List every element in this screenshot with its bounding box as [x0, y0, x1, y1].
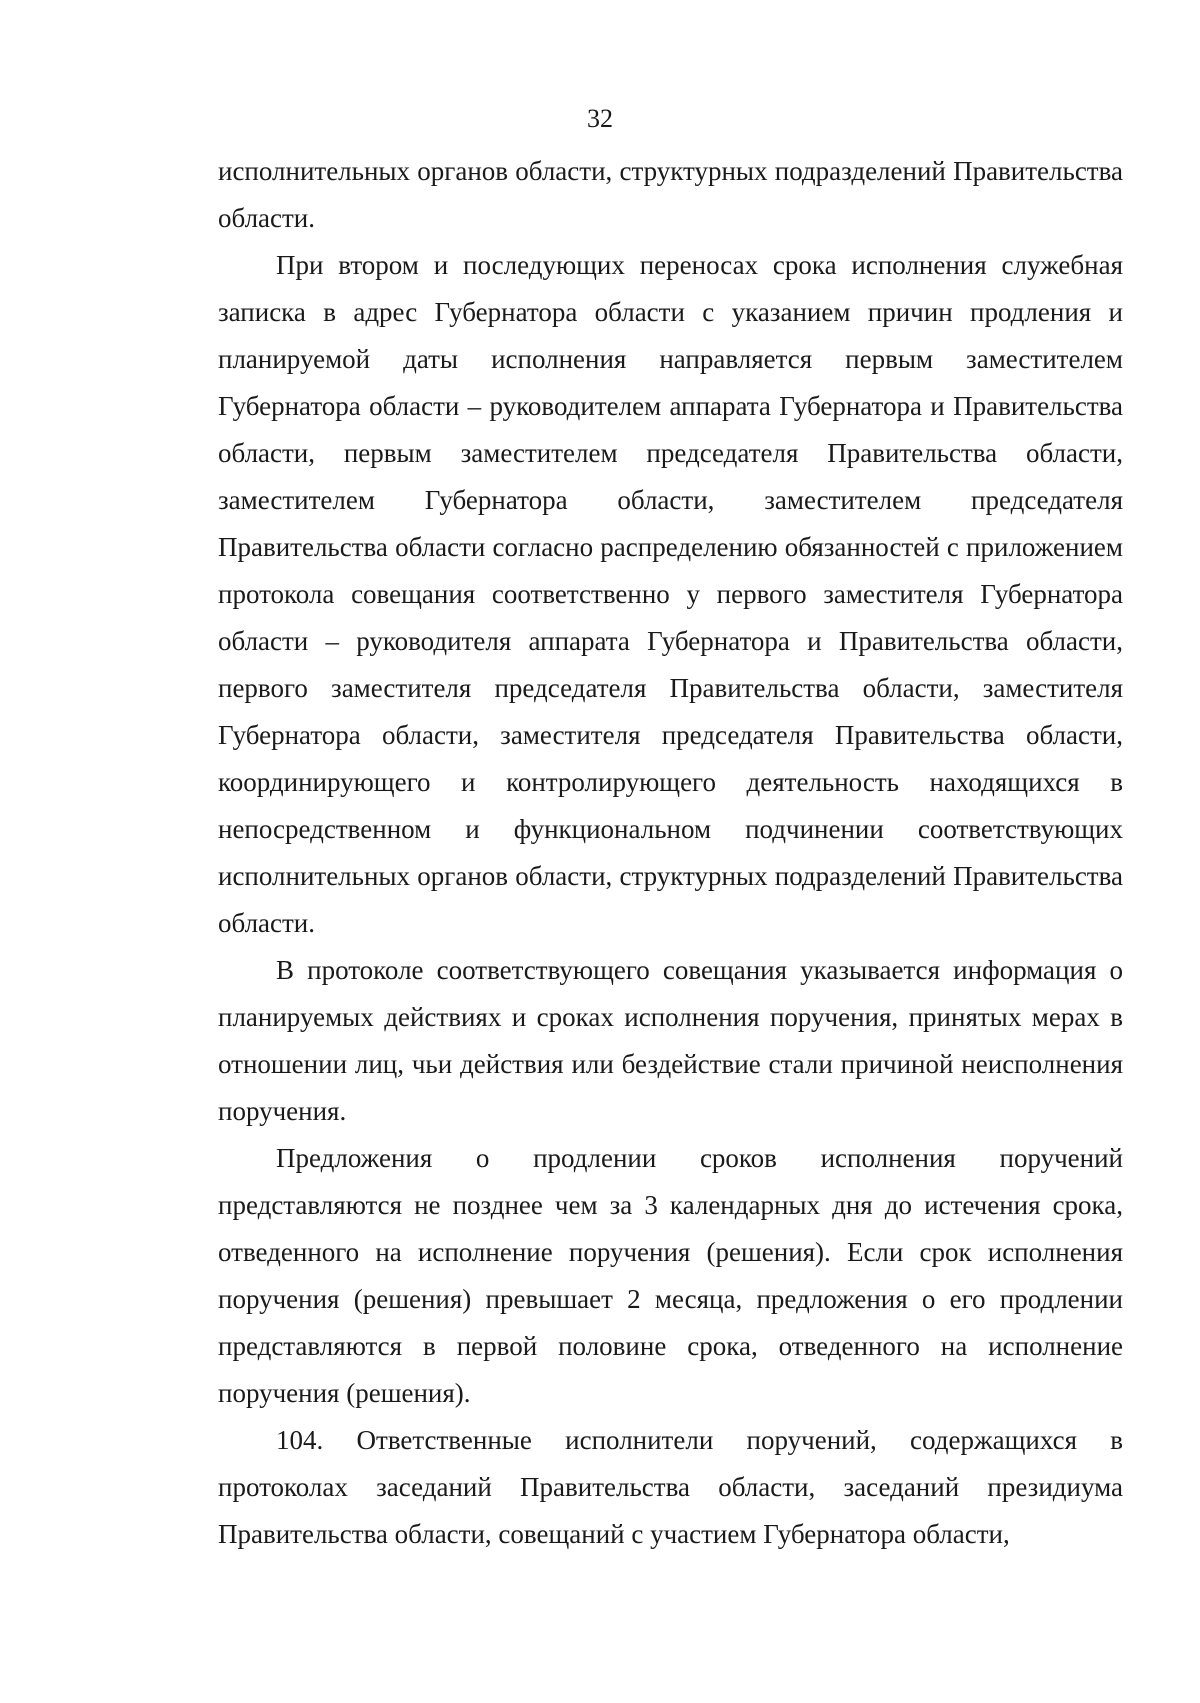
document-body: [218, 148, 1123, 1558]
page-number: 32: [587, 104, 613, 133]
paragraph-second-transfer: При втором и последующих переносах срока исполнения служебная записка в адрес Губернатора области с указанием причин продления и планируемой даты исполнения направляется первым заместителем Губернатора области – руководителем аппарата Губернатора и Правительства области, первым заместителем председателя Правительства области, заместителем Губернатора области, заместителем председателя Правительства области согласно распределению обязанностей с приложением протокола совещания соответственно у первого заместителя Губернатора области – руководителя аппарата Губернатора и Правительства области, первого заместителя председателя Правительства области, заместителя Губернатора области, заместителя председателя Правительства области, координирующего и контролирующего деятельность находящихся в непосредственном и функциональном подчинении соответствующих исполнительных органов области, структурных подразделений Правительства области.: [218, 250, 1123, 938]
paragraph-meeting-protocol: В протоколе соответствующего совещания указывается информация о планируемых действиях и сроках исполнения поручения, принятых мерах в отношении лиц, чьи действия или бездействие стали причиной неисполнения поручения.: [218, 955, 1123, 1126]
paragraph-extension-proposals: Предложения о продлении сроков исполнения поручений представляются не позднее чем за 3 календарных дня до истечения срока, отведенного на исполнение поручения (решения). Если срок исполнения поручения (решения) превышает 2 месяца, предложения о его продлении представляются в первой половине срока, отведенного на исполнение поручения (решения).: [218, 1143, 1123, 1408]
paragraph-continuation: исполнительных органов области, структурных подразделений Правительства области.: [218, 156, 1123, 233]
paragraph-item-104: 104. Ответственные исполнители поручений, содержащихся в протоколах заседаний Правительства области, заседаний президиума Правительства области, совещаний с участием Губернатора области,: [218, 1425, 1123, 1549]
